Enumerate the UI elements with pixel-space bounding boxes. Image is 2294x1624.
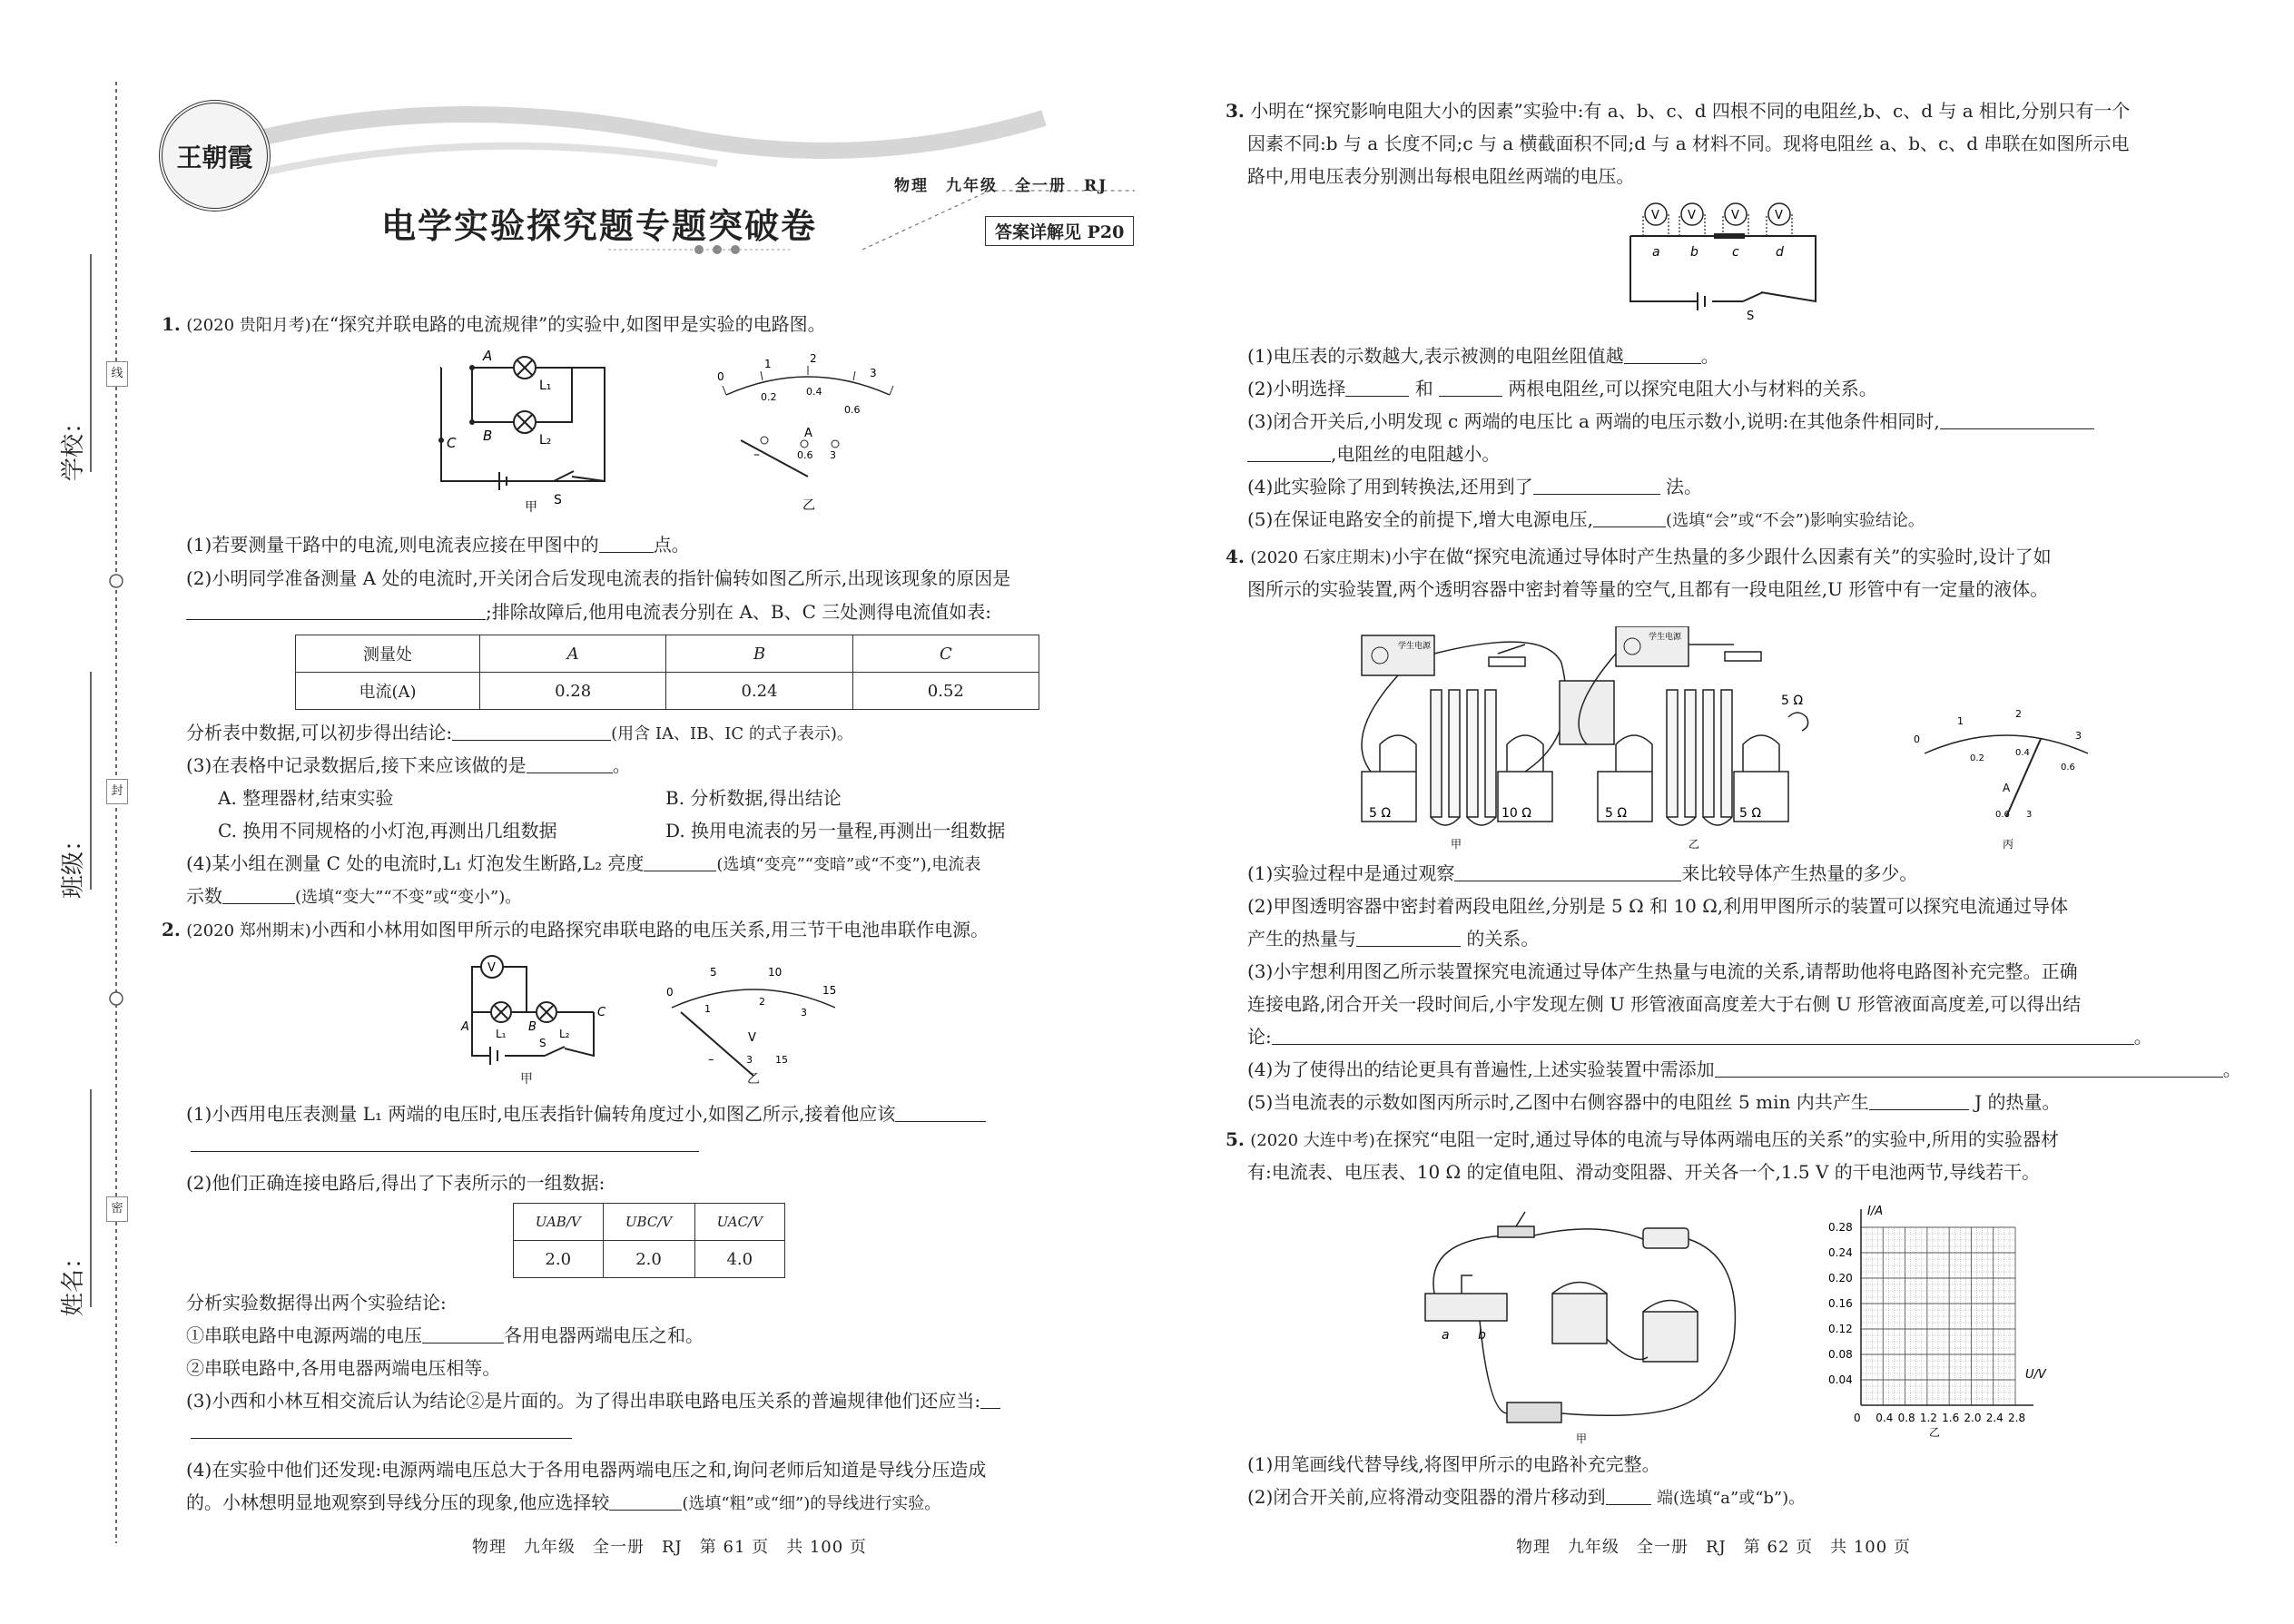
q2-vm-0: 0 — [666, 986, 674, 999]
q4-fig-r5a: 5 Ω — [1369, 806, 1392, 821]
q4-amm-04: 0.4 — [2015, 748, 2030, 758]
y-tick-label: 0.20 — [1828, 1272, 1853, 1284]
q1-sub3 — [186, 717, 853, 750]
q1-amm-0: 0 — [717, 370, 724, 383]
q3-sub2-b: 和 — [1414, 378, 1433, 399]
table-cell: 电流(A) — [296, 673, 480, 710]
q4-l1-text: 小宇在做“探究电流通过导体时产生热量的多少跟什么因素有关”的实验时,设计了如 — [1391, 546, 2052, 567]
footer-right: 物理 九年级 全一册 RJ 第 62 页 共 100 页 — [1516, 1538, 1911, 1557]
q4-sub3-d: 。 — [2133, 1026, 2152, 1048]
q4-sub2-b: 产生的热量与 — [1247, 928, 1356, 950]
q3-sub1-b: 。 — [1700, 345, 1719, 367]
q5-answer-1[interactable] — [1606, 1484, 1651, 1505]
q2-stem — [162, 914, 989, 947]
q1-option-a[interactable]: A. 整理器材,结束实验 — [218, 787, 394, 809]
q5-source: (2020 大连中考) — [1250, 1131, 1375, 1150]
q3-fig-V1: V — [1651, 209, 1659, 222]
q2-fig1-label: 甲 — [520, 1072, 533, 1087]
table-cell: UBC/V — [603, 1204, 694, 1241]
q5-l2: 有:电流表、电压表、10 Ω 的定值电阻、滑动变阻器、开关各一个,1.5 V 的干电池两节,导线若干。 — [1247, 1161, 2041, 1183]
q4-sub3-line2: 连接电路,闭合开关一段时间后,小宇发现左侧 U 形管液面高度差大于右侧 U 形管液面高度差,可以得出结 — [1247, 993, 2082, 1015]
q2-vm-5: 5 — [710, 966, 717, 979]
q4-sub5-a: (5)当电流表的示数如图丙所示时,乙图中右侧容器中的电阻丝 5 min 内共产生 — [1247, 1091, 1869, 1113]
q3-l1 — [1226, 95, 2130, 126]
q5-sub2 — [1247, 1481, 1805, 1514]
table-cell: 0.28 — [480, 673, 666, 710]
q5-sub1: (1)用笔画线代替导线,将图甲所示的电路补充完整。 — [1247, 1453, 1660, 1475]
table-cell: 0.24 — [666, 673, 852, 710]
q2-vm-15: 15 — [822, 984, 837, 997]
table-row — [514, 1204, 785, 1241]
table-cell: UAC/V — [694, 1204, 784, 1241]
x-tick-label: 1.6 — [1942, 1412, 1960, 1424]
x-tick-label: 0.4 — [1876, 1412, 1894, 1424]
q1-stem — [162, 309, 826, 341]
q4-sub3-line3 — [1247, 1021, 2152, 1052]
q2-fig-S: S — [539, 1037, 546, 1049]
q2-vm-p15: 15 — [775, 1054, 788, 1066]
y-tick-label: 0.16 — [1828, 1297, 1853, 1310]
binding-margin — [0, 0, 127, 1624]
q5-iu-graph — [1802, 1198, 2074, 1443]
q4-sub3-c: 论: — [1247, 1026, 1272, 1048]
q1-source: (2020 贵阳月考) — [186, 316, 311, 335]
q2-fig-C: C — [597, 1006, 606, 1019]
q3-answer-4-line2[interactable] — [1247, 441, 1331, 462]
q4-sub2-line2 — [1247, 923, 1539, 954]
q1-number: 1. — [162, 313, 181, 335]
q1-sub3-a: 分析表中数据,可以初步得出结论: — [186, 722, 453, 743]
table-cell: A — [480, 635, 666, 673]
q1-fig-L1: L₁ — [539, 379, 552, 393]
q5-fig-b: b — [1478, 1328, 1486, 1343]
name-label: 姓名： — [60, 1245, 87, 1316]
q3-sub5 — [1247, 504, 1925, 536]
q4-amm-06: 0.6 — [2061, 763, 2075, 773]
q4-number: 4. — [1226, 546, 1245, 567]
q4-amm-1: 1 — [1957, 715, 1964, 727]
q3-sub3-line2 — [1247, 438, 1500, 469]
q3-circuit-diagram — [1616, 200, 1834, 327]
binding-lines — [0, 0, 127, 1624]
q1-fig1-label: 甲 — [525, 500, 537, 513]
q2-vm-10: 10 — [768, 966, 783, 979]
q1-sub2: (2)小明同学准备测量 A 处的电流时,开关闭合后发现电流表的指针偏转如图乙所示,出现该现象的原因是 — [186, 567, 1011, 589]
q4-sub4-b: 。 — [2222, 1058, 2241, 1080]
q3-fig-d: d — [1776, 245, 1784, 260]
q3-fig-a: a — [1652, 245, 1660, 260]
q1-answer-6[interactable] — [222, 883, 295, 904]
q3-l3: 路中,用电压表分别测出每根电阻丝两端的电压。 — [1247, 165, 1635, 187]
q1-sub4-a: (3)在表格中记录数据后,接下来应该做的是 — [186, 754, 527, 776]
y-tick-label: 0.12 — [1828, 1323, 1853, 1335]
q4-sub2-c: 的关系。 — [1466, 928, 1540, 950]
q4-psu-label-1: 学生电源 — [1398, 642, 1432, 651]
q4-amm-02: 0.2 — [1970, 753, 1984, 763]
q1-sub4 — [186, 750, 631, 781]
q4-answer-2[interactable] — [1356, 926, 1461, 947]
q1-amm-1: 1 — [764, 358, 772, 370]
q4-psu-label-2: 学生电源 — [1649, 633, 1682, 642]
q1-sub5-b: (选填“变亮”“变暗”或“不变”),电流表 — [716, 855, 981, 874]
q2-fig-L1: L₁ — [496, 1028, 507, 1040]
q4-sub1-b: 来比较导体产生热量的多少。 — [1681, 862, 1918, 884]
q4-fig-yi: 乙 — [1689, 838, 1700, 851]
q4-amm-3: 3 — [2075, 730, 2082, 742]
q1-amm-p06: 0.6 — [797, 449, 813, 461]
q5-circuit-diagram — [1416, 1203, 1743, 1448]
table-cell: 测量处 — [296, 635, 480, 673]
binding-mark-3: 密 — [106, 1196, 128, 1222]
q1-sub3-b: (用含 IA、IB、IC 的式子表示)。 — [611, 724, 853, 743]
table-row — [296, 673, 1039, 710]
q2-source: (2020 郑州期末) — [186, 921, 311, 940]
q2-sub1-a: (1)小西用电压表测量 L₁ 两端的电压时,电压表指针偏转角度过小,如图乙所示,接着他应该 — [186, 1103, 896, 1125]
q2-sub5: ②串联电路中,各用电器两端电压相等。 — [186, 1357, 501, 1379]
q2-fig-L2: L₂ — [559, 1028, 570, 1040]
q1-sub5-line2 — [186, 881, 521, 913]
q1-fig-S: S — [554, 493, 562, 507]
q1-circuit-diagram — [427, 349, 645, 513]
q1-option-b[interactable]: B. 分析数据,得出结论 — [665, 787, 842, 809]
q1-amm-minus: – — [753, 448, 760, 462]
q5-number: 5. — [1226, 1128, 1245, 1150]
q4-answer-3[interactable] — [1272, 1024, 2134, 1045]
table-cell: 0.52 — [852, 673, 1039, 710]
q2-answer-1[interactable] — [895, 1101, 986, 1122]
q4-sub3: (3)小宇想利用图乙所示装置探究电流通过导体产生热量与电流的关系,请帮助他将电路图补充完整。正确 — [1247, 960, 2078, 982]
q3-answer-5[interactable] — [1533, 474, 1660, 495]
q2-sub3: 分析实验数据得出两个实验结论: — [186, 1292, 447, 1314]
q4-l2: 图所示的实验装置,两个透明容器中密封着等量的空气,且都有一段电阻丝,U 形管中有一定量的液体。 — [1247, 578, 2049, 600]
q4-answer-1[interactable] — [1454, 861, 1681, 881]
q3-answer-6[interactable] — [1593, 507, 1666, 527]
q1-fig-B: B — [483, 428, 493, 444]
q1-fig2-label: 乙 — [802, 498, 815, 513]
q1-fig-L2: L₂ — [539, 433, 552, 448]
q1-answer-3[interactable] — [452, 720, 611, 741]
q4-amm-p3: 3 — [2026, 810, 2033, 820]
x-tick-label: 2.0 — [1964, 1412, 1982, 1424]
q2-number: 2. — [162, 919, 181, 940]
table-row — [296, 635, 1039, 673]
q2-fig-B: B — [528, 1020, 537, 1034]
q1-amm-3: 3 — [870, 367, 877, 379]
q2-sub6 — [186, 1385, 1000, 1416]
y-tick-label: 0.04 — [1828, 1373, 1853, 1386]
q1-sub1-b: 点。 — [653, 534, 690, 556]
q2-circuit-diagram — [454, 949, 617, 1067]
logo-text: 王朝霞 — [176, 142, 253, 172]
graph-ylabel: I/A — [1867, 1205, 1884, 1218]
graph-xlabel: U/V — [2025, 1368, 2046, 1382]
class-label: 班级： — [60, 827, 87, 899]
q3-number: 3. — [1226, 100, 1245, 122]
q1-sub1-a: (1)若要测量干路中的电流,则电流表应接在甲图中的 — [186, 534, 599, 556]
q1-answer-1[interactable] — [599, 532, 654, 553]
q1-ammeter-diagram — [708, 349, 908, 513]
q2-sub6-a: (3)小西和小林互相交流后认为结论②是片面的。为了得出串联电路电压关系的普遍规律他们还应当: — [186, 1390, 981, 1412]
q4-fig-r5d: 5 Ω — [1739, 806, 1762, 821]
q4-sub1 — [1247, 858, 1917, 889]
q1-sub4-b: 。 — [612, 754, 631, 776]
q5-fig-a: a — [1442, 1328, 1450, 1343]
x-tick-label: 2.4 — [1985, 1412, 2004, 1424]
q1-sub5-c: 示数 — [186, 885, 222, 907]
q1-option-c[interactable]: C. 换用不同规格的小灯泡,再测出几组数据 — [218, 820, 557, 842]
y-tick-label: 0.24 — [1828, 1246, 1853, 1259]
q3-fig-V4: V — [1775, 209, 1783, 222]
school-label: 学校： — [60, 409, 87, 481]
q1-answer-2[interactable] — [186, 599, 486, 620]
q2-sub7: (4)在实验中他们还发现:电源两端电压总大于各用电器两端电压之和,询问老师后知道是导线分压造成 — [186, 1459, 987, 1481]
q1-data-table — [295, 635, 1039, 710]
q2-fig-V: V — [487, 961, 496, 975]
q2-vm-s1: 1 — [704, 1003, 711, 1015]
q3-answer-4[interactable] — [1940, 408, 2094, 429]
q4-amm-0: 0 — [1914, 733, 1920, 745]
q4-sub5-b: J 的热量。 — [1974, 1091, 2061, 1113]
graph-grid — [1861, 1209, 2033, 1405]
q4-amm-A: A — [2003, 782, 2011, 794]
footer-left: 物理 九年级 全一册 RJ 第 61 页 共 100 页 — [472, 1538, 867, 1557]
q5-fig-yi: 乙 — [1929, 1426, 1941, 1439]
q3-sub3-a: (3)闭合开关后,小明发现 c 两端的电压比 a 两端的电压示数小,说明:在其他条件相同时, — [1247, 410, 1940, 432]
q1-sub1 — [186, 529, 690, 560]
table-cell: 2.0 — [514, 1241, 604, 1278]
q4-source: (2020 石家庄期末) — [1250, 548, 1392, 567]
q2-sub4 — [186, 1320, 704, 1351]
q3-sub5-b: (选填“会”或“不会”)影响实验结论。 — [1666, 511, 1925, 530]
q1-stem-text: 在“探究并联电路的电流规律”的实验中,如图甲是实验的电路图。 — [310, 313, 826, 335]
table-cell: 4.0 — [694, 1241, 784, 1278]
q3-fig-b: b — [1690, 245, 1698, 260]
q2-fig2-label: 乙 — [747, 1072, 760, 1087]
q3-sub2-a: (2)小明选择 — [1247, 378, 1346, 399]
q3-l2: 因素不同:b 与 a 长度不同;c 与 a 横截面积不同;d 与 a 材料不同。现将电阻丝 a、b、c、d 串联在如图所示电 — [1247, 133, 2130, 154]
q1-sub5 — [186, 848, 980, 881]
q3-answer-3[interactable] — [1439, 376, 1502, 397]
q3-sub1 — [1247, 340, 1719, 371]
q5-l1-text: 在探究“电阻一定时,通过导体的电流与导体两端电压的关系”的实验中,所用的实验器材 — [1374, 1128, 2059, 1150]
q3-fig-V3: V — [1731, 209, 1739, 222]
q3-answer-1[interactable] — [1624, 343, 1701, 364]
q4-fig-bing: 丙 — [2003, 838, 2014, 851]
q2-stem-text: 小西和小林用如图甲所示的电路探究串联电路的电压关系,用三节干电池串联作电源。 — [310, 919, 989, 940]
q3-l1-text: 小明在“探究影响电阻大小的因素”实验中:有 a、b、c、d 四根不同的电阻丝,b、c、d 与 a 相比,分别只有一个 — [1250, 100, 2131, 122]
q5-sub2-a: (2)闭合开关前,应将滑动变阻器的滑片移动到 — [1247, 1486, 1606, 1508]
q1-amm-02: 0.2 — [761, 391, 777, 403]
q4-answer-4[interactable] — [1715, 1057, 2223, 1078]
q4-apparatus-diagram — [1344, 626, 2279, 853]
q2-sub8 — [186, 1487, 940, 1520]
q3-sub4-b: 法。 — [1666, 476, 1703, 497]
q3-sub1-a: (1)电压表的示数越大,表示被测的电阻丝阻值越 — [1247, 345, 1624, 367]
q2-sub4-b: 各用电器两端电压之和。 — [504, 1324, 704, 1346]
q1-answer-5[interactable] — [644, 851, 716, 871]
q1-answer-4[interactable] — [527, 753, 613, 773]
q4-sub4 — [1247, 1054, 2241, 1085]
logo-seal — [159, 100, 271, 212]
q1-amm-p3: 3 — [830, 449, 836, 461]
q2-sub1 — [186, 1098, 986, 1129]
q2-voltmeter-diagram — [654, 958, 853, 1080]
q4-fig-r5b: 5 Ω — [1781, 694, 1804, 708]
q1-amm-2: 2 — [810, 352, 817, 365]
q4-answer-5[interactable] — [1869, 1089, 1969, 1110]
q1-sub5-d: (选填“变大”“不变”或“变小”)。 — [295, 888, 522, 907]
table-cell: 2.0 — [603, 1241, 694, 1278]
q4-l1 — [1226, 541, 2052, 574]
q4-fig-jia: 甲 — [1451, 838, 1462, 851]
q1-sub2-line2 — [186, 596, 991, 627]
q1-amm-A: A — [804, 427, 812, 440]
q2-vm-p3: 3 — [746, 1054, 753, 1066]
q2-vm-minus: – — [708, 1053, 714, 1067]
q4-sub4-a: (4)为了使得出的结论更具有普遍性,上述实验装置中需添加 — [1247, 1058, 1715, 1080]
x-tick-label: 0.8 — [1897, 1412, 1915, 1424]
q4-sub1-a: (1)实验过程中是通过观察 — [1247, 862, 1455, 884]
q3-answer-2[interactable] — [1345, 376, 1409, 397]
q2-sub8-a: 的。小林想明显地观察到导线分压的现象,他应选择较 — [186, 1491, 610, 1513]
q2-sub8-b: (选填“粗”或“细”)的导线进行实验。 — [682, 1494, 941, 1513]
y-tick-label: 0.28 — [1828, 1221, 1853, 1234]
x-tick-label: 2.8 — [2008, 1412, 2026, 1424]
table-cell: B — [666, 635, 852, 673]
q1-fig-C: C — [447, 435, 457, 451]
q3-sub3-b: ,电阻丝的电阻越小。 — [1331, 443, 1501, 465]
q5-fig-jia: 甲 — [1576, 1432, 1588, 1445]
q3-sub4-a: (4)此实验除了用到转换法,还用到了 — [1247, 476, 1533, 497]
q1-amm-04: 0.4 — [806, 386, 822, 398]
q3-sub4 — [1247, 471, 1702, 502]
q4-sub2: (2)甲图透明容器中密封着两段电阻丝,分别是 5 Ω 和 10 Ω,利用甲图所示的装置可以探究电流通过导体 — [1247, 895, 2069, 917]
q1-amm-06: 0.6 — [844, 404, 861, 416]
q2-data-table — [513, 1203, 785, 1278]
q2-vm-s3: 3 — [801, 1007, 807, 1019]
table-cell: C — [852, 635, 1039, 673]
x-tick-label: 0 — [1854, 1412, 1861, 1424]
q2-answer-3[interactable] — [980, 1388, 1000, 1409]
q2-answer-3-line2[interactable] — [191, 1438, 572, 1439]
binding-mark-1: 线 — [106, 361, 128, 387]
answer-ref: 答案详解见 P20 — [985, 216, 1134, 246]
q4-amm-p06: 0.6 — [1995, 810, 2010, 820]
header-meta: 物理 九年级 全一册 RJ — [894, 177, 1108, 195]
q3-sub3 — [1247, 406, 2094, 437]
q2-answer-4[interactable] — [609, 1490, 682, 1511]
q1-sub2-b: ;排除故障后,他用电流表分别在 A、B、C 三处测得电流值如表: — [486, 601, 991, 623]
q3-sub2 — [1247, 373, 1877, 404]
q4-fig-r10: 10 Ω — [1501, 806, 1531, 821]
q4-sub5 — [1247, 1087, 2060, 1117]
q1-option-d[interactable]: D. 换用电流表的另一量程,再测出一组数据 — [665, 820, 1006, 842]
q2-fig-A: A — [461, 1020, 469, 1034]
x-tick-label: 1.2 — [1919, 1412, 1937, 1424]
q3-fig-c: c — [1732, 245, 1739, 260]
q4-fig-r5c: 5 Ω — [1605, 806, 1628, 821]
q2-vm-V: V — [748, 1031, 756, 1045]
q2-sub4-a: ①串联电路中电源两端的电压 — [186, 1324, 422, 1346]
q3-sub2-c: 两根电阻丝,可以探究电阻大小与材料的关系。 — [1508, 378, 1877, 399]
q1-fig-A: A — [483, 349, 493, 364]
y-tick-label: 0.08 — [1828, 1348, 1853, 1361]
q4-amm-2: 2 — [2015, 708, 2022, 720]
q1-sub5-a: (4)某小组在测量 C 处的电流时,L₁ 灯泡发生断路,L₂ 亮度 — [186, 852, 645, 874]
q3-fig-S: S — [1747, 310, 1755, 323]
table-cell: UAB/V — [514, 1204, 604, 1241]
q2-answer-1-line2[interactable] — [191, 1151, 699, 1152]
q2-vm-s2: 2 — [759, 996, 765, 1008]
q3-fig-V2: V — [1688, 209, 1696, 222]
q5-sub2-b: 端(选填“a”或“b”)。 — [1657, 1489, 1806, 1508]
q3-sub5-a: (5)在保证电路安全的前提下,增大电源电压, — [1247, 508, 1594, 530]
table-row — [514, 1241, 785, 1278]
page-title: 电学实验探究题专题突破卷 — [381, 205, 818, 246]
q2-sub2: (2)他们正确连接电路后,得出了下表所示的一组数据: — [186, 1172, 605, 1194]
q5-l1 — [1226, 1124, 2059, 1156]
binding-mark-2: 封 — [106, 779, 128, 804]
q2-answer-2[interactable] — [422, 1323, 504, 1343]
